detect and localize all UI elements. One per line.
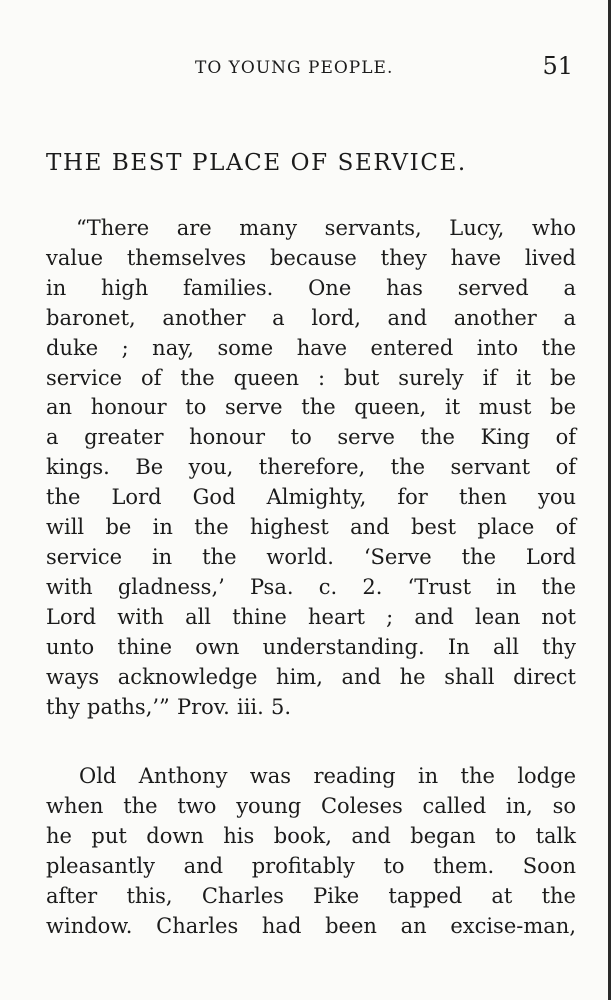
page-number: 51	[542, 52, 573, 80]
text-line: after this, Charles Pike tapped at the	[46, 883, 576, 908]
text-line: duke ; nay, some have entered into the	[46, 335, 576, 360]
paragraph-narrative	[46, 762, 576, 941]
text-line: Old Anthony was reading in the lodge	[79, 764, 576, 788]
text-line: service in the world. ‘Serve the Lord	[46, 544, 576, 569]
text-line: window. Charles had been an excise-man,	[46, 913, 576, 938]
text-line: ways acknowledge him, and he shall direct	[46, 664, 576, 689]
text-line: unto thine own understanding. In all thy	[46, 634, 576, 659]
text-line: Lord with all thine heart ; and lean not	[46, 604, 576, 629]
text-line: in high families. One has served a	[46, 275, 576, 300]
paragraph-quote	[46, 214, 576, 722]
text-line: he put down his book, and began to talk	[46, 823, 576, 848]
text-line: pleasantly and profitably to them. Soon	[46, 853, 576, 878]
text-line: when the two young Coleses called in, so	[46, 793, 576, 818]
running-head: TO YOUNG PEOPLE.	[195, 58, 394, 78]
text-line: thy paths,’” Prov. iii. 5.	[46, 694, 292, 719]
text-line: the Lord God Almighty, for then you	[46, 485, 576, 510]
text-line: a greater honour to serve the King of	[46, 425, 576, 450]
text-line: will be in the highest and best place of	[46, 515, 576, 540]
text-line: service of the queen : but surely if it be	[46, 365, 576, 390]
section-title: THE BEST PLACE OF SERVICE.	[46, 150, 467, 176]
text-line: an honour to serve the queen, it must be	[46, 395, 576, 420]
text-line: with gladness,’ Psa. c. 2. ‘Trust in the	[46, 574, 576, 599]
text-line: baronet, another a lord, and another a	[46, 305, 576, 330]
text-line: kings. Be you, therefore, the servant of	[46, 455, 576, 480]
text-line: value themselves because they have lived	[46, 245, 576, 270]
text-line: “There are many servants, Lucy, who	[76, 216, 576, 240]
